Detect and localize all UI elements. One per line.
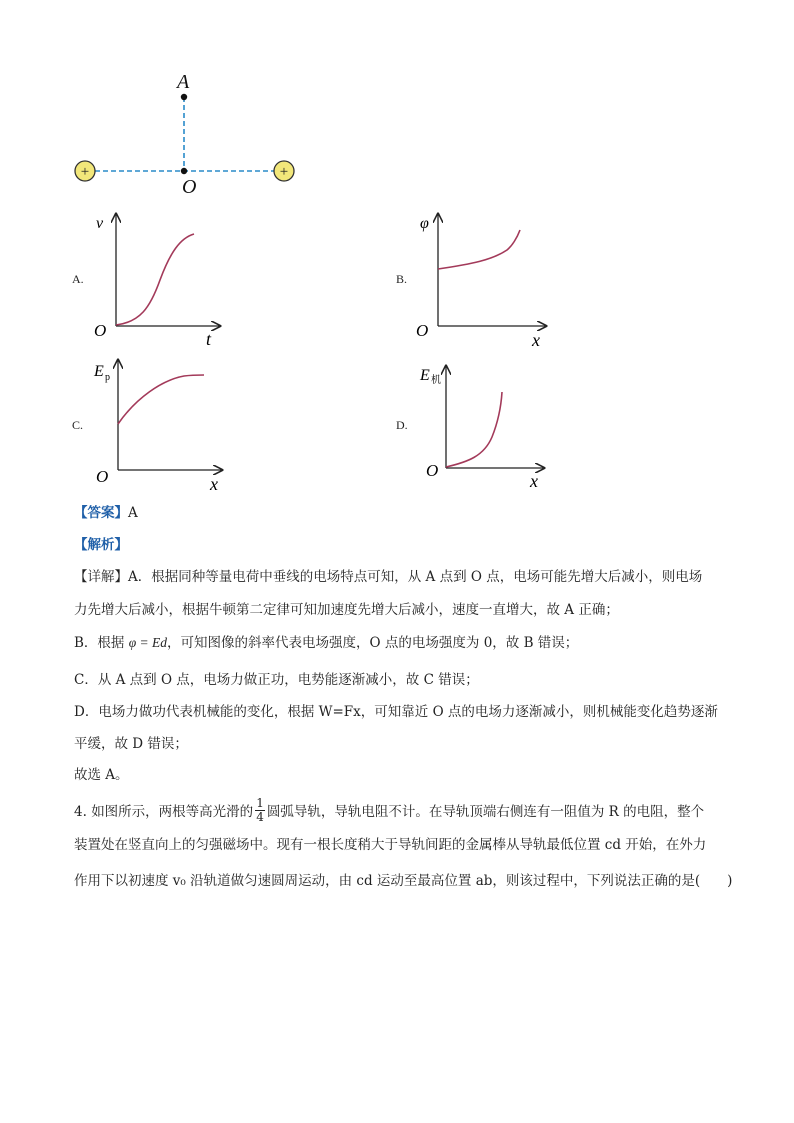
detail-tag: 【详解】 xyxy=(74,569,128,585)
option-a-graph xyxy=(88,208,238,350)
option-d-y-sub: 机 xyxy=(431,375,441,386)
option-a-y-label: v xyxy=(96,215,104,232)
question-4-post: 圆弧导轨，导轨电阻不计。在导轨顶端右侧连有一阻值为 R 的电阻，整个 xyxy=(266,804,705,820)
option-c-letter: C. xyxy=(72,418,84,432)
svg-text:+: + xyxy=(279,164,289,180)
option-b-letter: B. xyxy=(396,272,408,286)
question-4-line-3: 作用下以初速度 v₀ 沿轨道做匀速圆周运动，由 cd 运动至最高位置 ab，则该过程中，下列说法正确的是( ) xyxy=(74,873,733,889)
svg-text:+: + xyxy=(80,164,90,180)
option-d-x-label: x xyxy=(530,471,538,491)
detail-text-3-post: ，可知图像的斜率代表电场强度，O 点的电场强度为 0，故 B 错误； xyxy=(167,635,579,651)
option-d-letter: D. xyxy=(396,418,408,432)
detail-formula: φ = Ed xyxy=(128,635,168,650)
option-c-graph xyxy=(88,352,238,494)
analysis-heading xyxy=(74,536,128,554)
detail-text-3-pre: B．根据 xyxy=(74,635,129,651)
question-4-line-1 xyxy=(74,796,705,826)
detail-text-1: A．根据同种等量电荷中垂线的电场特点可知，从 A 点到 O 点，电场可能先增大后减小，则电场 xyxy=(128,569,703,585)
point-a-dot xyxy=(181,94,187,100)
option-d-curve xyxy=(446,392,502,467)
fraction-numerator: 1 xyxy=(256,796,264,810)
point-o-label: O xyxy=(182,176,197,198)
answer-value: A xyxy=(128,505,138,521)
option-a-x-label: t xyxy=(206,329,212,349)
option-c-x-label: x xyxy=(210,474,218,494)
answer-tag: 【答案】 xyxy=(74,505,128,521)
detail-line-1 xyxy=(74,568,702,586)
question-4-number: 4. xyxy=(74,804,87,820)
charges-figure xyxy=(60,60,320,200)
analysis-tag: 【解析】 xyxy=(74,537,128,553)
option-a-origin: O xyxy=(94,321,107,340)
option-b-x-label: x xyxy=(532,330,540,350)
question-4-pre: 如图所示，两根等高光滑的 xyxy=(91,804,254,820)
option-d-y-label: E xyxy=(420,367,430,384)
left-positive-charge-icon xyxy=(75,161,95,181)
detail-line-3 xyxy=(74,634,578,652)
option-c-origin: O xyxy=(96,467,109,486)
option-b-y-label: φ xyxy=(420,215,429,232)
option-d-origin: O xyxy=(426,461,439,480)
option-a-curve xyxy=(116,234,194,325)
option-b-origin: O xyxy=(416,321,429,340)
right-positive-charge-icon xyxy=(274,161,294,181)
option-b-graph xyxy=(412,208,562,350)
option-c-y-sub: p xyxy=(105,372,110,383)
fraction-denominator: 4 xyxy=(256,810,264,824)
answer-line xyxy=(74,504,138,522)
detail-line-7: 故选 A。 xyxy=(74,767,129,783)
option-a-letter: A. xyxy=(72,272,84,286)
option-d-graph xyxy=(412,352,562,494)
option-b-curve xyxy=(438,230,520,269)
point-a-label: A xyxy=(177,71,190,93)
quarter-fraction xyxy=(255,797,265,824)
option-c-y-label: E xyxy=(94,363,104,380)
detail-line-2: 力先增大后减小，根据牛顿第二定律可知加速度先增大后减小，速度一直增大，故 A 正确； xyxy=(74,602,619,618)
detail-line-4: C．从 A 点到 O 点，电场力做正功，电势能逐渐减小，故 C 错误； xyxy=(74,672,479,688)
detail-line-5: D．电场力做功代表机械能的变化，根据 W=Fx，可知靠近 O 点的电场力逐渐减小，则机械能变化趋势逐渐 xyxy=(74,704,718,720)
detail-line-6: 平缓，故 D 错误； xyxy=(74,736,188,752)
option-c-curve xyxy=(118,375,204,424)
question-4-line-2: 装置处在竖直向上的匀强磁场中。现有一根长度稍大于导轨间距的金属棒从导轨最低位置 cd 开始，在外力 xyxy=(74,837,707,853)
point-o-dot xyxy=(181,168,187,174)
